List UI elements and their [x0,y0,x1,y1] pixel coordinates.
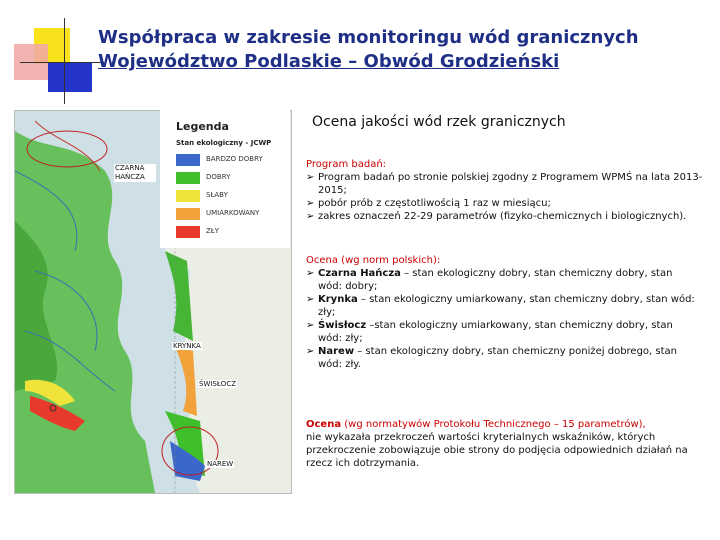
legend-item-umiarkowany [176,208,286,222]
decor-vertical-line [64,18,65,104]
arrow-bullet-icon: ➢ [306,198,315,209]
river-name: Czarna Hańcza [318,268,401,279]
assessment-heading [306,254,696,267]
legend-label: DOBRY [206,173,231,181]
program-item-text: pobór prób z częstotliwością 1 raz w miesiącu; [318,198,551,209]
legend-swatch [176,226,200,238]
river-name: Świsłocz [318,320,367,331]
arrow-bullet-icon: ➢ [306,320,315,331]
assessment-heading-note: (wg norm polskich): [338,255,441,266]
legend-label: BARDZO DOBRY [206,155,263,163]
legend-item-dobry [176,172,286,186]
program-item [306,171,712,197]
arrow-bullet-icon: ➢ [306,172,315,183]
program-item-text: zakres oznaczeń 22-29 parametrów (fizyko-chemicznych i biologicznych). [318,211,687,222]
assessment-heading-label: Ocena [306,255,338,266]
map-label-krynka: KRYNKA [173,342,201,350]
river-assessment-item [306,293,696,319]
river-assessment-item [306,345,696,371]
program-item [306,197,712,210]
map-label-czarna-hancza: CZARNA HAŃCZA [114,164,156,182]
legend-subtitle: Stan ekologiczny - JCWP [176,139,272,147]
river-name: Krynka [318,294,358,305]
legend-label: UMIARKOWANY [206,209,260,217]
legend-label: SŁABY [206,191,228,199]
legend-swatch [176,154,200,166]
decor-horizontal-line [20,62,104,63]
legend-title: Legenda [176,120,229,133]
legend-swatch [176,172,200,184]
program-section [306,158,712,223]
arrow-bullet-icon: ➢ [306,346,315,357]
map-label-swislocz: ŚWISŁOCZ [199,380,236,388]
program-heading: Program badań: [306,159,387,170]
legend-label: ZŁY [206,227,220,235]
section-subtitle: Ocena jakości wód rzek granicznych [312,114,566,130]
legend-item-bardzo-dobry [176,154,286,168]
decor-blue-block [48,62,92,92]
river-assessment-text: – stan ekologiczny umiarkowany, stan chemiczny dobry, stan wód: zły; [318,294,695,318]
title-line-1: Współpraca w zakresie monitoringu wód granicznych [98,27,639,48]
legend-swatch [176,190,200,202]
river-assessment-text: – stan ekologiczny dobry, stan chemiczny dobry, stan wód: dobry; [318,268,673,292]
map-label-narew: NAREW [207,460,234,468]
protocol-section [306,418,698,470]
program-item-text: Program badań po stronie polskiej zgodny z Programem WPMŚ na lata 2013-2015; [318,172,703,196]
protocol-heading [306,418,698,431]
protocol-heading-note: (wg normatywów Protokołu Technicznego – 15 parametrów), [341,419,646,430]
legend-item-slaby [176,190,286,204]
legend-swatch [176,208,200,220]
river-assessment-item [306,319,696,345]
arrow-bullet-icon: ➢ [306,294,315,305]
program-item [306,210,712,223]
protocol-body: nie wykazała przekroczeń wartości kryterialnych wskaźników, których przekroczenie zobowiązuje obie strony do podjęcia odpowiednich działań na rzecz ich dotrzymania. [306,432,688,469]
river-assessment-item [306,267,696,293]
protocol-heading-label: Ocena [306,419,342,430]
title-line-2: Województwo Podlaskie – Obwód Grodzieński [98,51,560,72]
page-title [98,26,639,74]
river-assessment-text: –stan ekologiczny umiarkowany, stan chemiczny dobry, stan wód: zły; [318,320,673,344]
river-assessment-text: – stan ekologiczny dobry, stan chemiczny poniżej dobrego, stan wód: zły. [318,346,678,370]
river-name: Narew [318,346,355,357]
legend-item-zly [176,226,286,240]
assessment-section [306,254,696,371]
arrow-bullet-icon: ➢ [306,211,315,222]
arrow-bullet-icon: ➢ [306,268,315,279]
map-legend [160,110,290,248]
